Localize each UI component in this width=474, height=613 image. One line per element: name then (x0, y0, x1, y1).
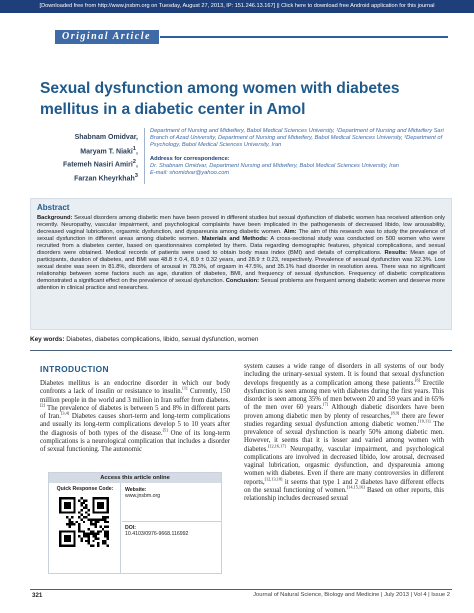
affiliation-block (150, 128, 450, 177)
author-name-text: Fatemeh Nasiri Amiri (63, 161, 133, 169)
introduction-right-column (244, 363, 444, 503)
body-text: there are fewer studies regarding sexual dysfunction among diabetic women. (244, 412, 444, 428)
citation-ref[interactable]: [14,15,16] (346, 484, 365, 490)
qr-module (92, 530, 94, 532)
qr-module (78, 516, 80, 518)
qr-module (90, 530, 92, 532)
qr-label: Quick Response Code: (56, 486, 114, 492)
qr-module (92, 545, 94, 547)
citation-ref[interactable]: [1] (182, 385, 188, 391)
qr-finder-core (64, 535, 71, 542)
introduction-heading: INTRODUCTION (40, 364, 110, 374)
author-affil-sup: 3 (134, 173, 138, 180)
qr-module (71, 516, 73, 518)
body-text: it seems that type 1 and 2 diabetes have different effects on the sexual functioning of women. (244, 478, 444, 494)
qr-module (69, 518, 71, 520)
qr-module (95, 523, 97, 525)
qr-module (92, 540, 94, 542)
qr-module (83, 533, 85, 535)
abstract-conclusion: Sexual problems are frequent among diabetic women and deserve more attention in clinical practice and researches. (37, 278, 446, 292)
qr-module (78, 526, 80, 528)
qr-module (102, 518, 104, 520)
qr-module (104, 530, 106, 532)
qr-module (80, 509, 82, 511)
qr-module (104, 521, 106, 523)
website-cell (125, 487, 221, 500)
qr-module (92, 518, 94, 520)
qr-module (97, 518, 99, 520)
body-text: Although diabetic disorders have been proven among diabetic men by plenty of researches, (244, 404, 445, 420)
body-text: Diabetes mellitus is an endocrine disorder in which our body confronts a lack of insulin or resistance to insulin. (40, 380, 230, 396)
citation-ref[interactable]: [12,16,17] (267, 443, 286, 449)
qr-module (80, 504, 82, 506)
qr-module (97, 542, 99, 544)
qr-module (66, 516, 68, 518)
qr-module (83, 502, 85, 504)
citation-ref[interactable]: [7] (323, 401, 329, 407)
abstract-box (30, 198, 452, 330)
qr-module (85, 533, 87, 535)
qr-module (88, 528, 90, 530)
qr-module (102, 542, 104, 544)
qr-module (88, 509, 90, 511)
qr-module (92, 535, 94, 537)
qr-finder-core (97, 502, 104, 509)
citation-ref[interactable]: [5] (162, 427, 168, 433)
author-name: Fatemeh Nasiri Amiri$^2$, (63, 159, 138, 169)
article-type-label: Original Article (55, 30, 159, 44)
qr-module (88, 542, 90, 544)
access-box-title: Access this article online (49, 473, 221, 483)
introduction-left-column (40, 380, 230, 454)
body-text: The prevalence of diabetes is between 5 and 8% in different parts of Iran. (40, 404, 230, 420)
citation-ref[interactable]: [3,4] (61, 410, 70, 416)
access-article-box (48, 472, 222, 574)
qr-module (85, 507, 87, 509)
correspondence-address: Dr. Shabnam Omidvar, Department Nursing and Midwifery, Babol Medical Sciences University, Iran (150, 162, 399, 169)
qr-module (107, 537, 109, 539)
author-name-text: Farzan Kheyrkhah (74, 175, 135, 183)
qr-module (78, 499, 80, 501)
qr-module (71, 521, 73, 523)
qr-module (69, 523, 71, 525)
qr-module (95, 526, 97, 528)
website-link[interactable]: www.jnsbm.org (125, 493, 161, 500)
qr-module (107, 526, 109, 528)
correspondence-email[interactable]: E-mail: shomidvar@yahoo.com (150, 170, 230, 177)
body-text: Neuropathy, vascular impairment, and psychological complications are involved in decreased libido, low arousal, decreased vaginal lubrication, orgasmic dysfunction, and dyspareunia among women with diabetes. Even if there are many controversies in different reports, (244, 445, 444, 486)
footer-rule (30, 589, 452, 590)
qr-module (95, 537, 97, 539)
qr-module (107, 545, 109, 547)
qr-module (88, 518, 90, 520)
website-label: Website: (125, 487, 147, 493)
abstract-results-label: Results: (384, 250, 408, 257)
qr-module (85, 504, 87, 506)
abstract-results: Mean age of participants, duration of diabetes, and BMI was 48.8 ± 0.4, 8.9 ± 0.32 years, and 28.9 ± 0.23, respectively. Prevalence of sexual dysfunction was 32.3%. Low sexual desire was seen in 81.8%, disorders of arousal in 78.3%, of orgasm in 47.5%, and 35.1% had disorder in resolution area. There was no significant relationship between some factors such as age, duration of diabetes, BMI, and frequency of sexual dysfunction. Frequency of diabetic complications demonstrated a significant effect on the prevalence of sexual dysfunction. (37, 250, 445, 285)
qr-module (97, 545, 99, 547)
abstract-aim: The aim of this research was to study the prevalence of sexual dysfunction in different areas among diabetic women. (37, 229, 445, 243)
qr-module (104, 533, 106, 535)
body-text: The prevalence of sexual dysfunction is nearly 50% among diabetic men. However, it seems that it is lesser and varied among women with diabetes. (244, 420, 444, 453)
abstract-methods: A cross-sectional study was conducted on 500 women who were recruited from a diabetes center, based on questionnaires completed by them. Data regarding demographic features, physical complications, and sexual disorders were obtained. Medical records of patients were used to obtain body mass index (BMI) and details of complications. (37, 236, 445, 257)
qr-module (83, 535, 85, 537)
qr-module (80, 518, 82, 520)
correspondence-heading: Address for correspondence: (150, 155, 230, 162)
qr-module (90, 545, 92, 547)
page-number: 321 (32, 592, 43, 599)
qr-module (83, 516, 85, 518)
abstract-background-label: Background: (37, 215, 73, 221)
qr-module (80, 530, 82, 532)
qr-module (88, 537, 90, 539)
qr-module (97, 533, 99, 535)
qr-module (90, 521, 92, 523)
qr-module (85, 516, 87, 518)
qr-module (104, 516, 106, 518)
download-banner[interactable]: [Downloaded free from http://www.jnsbm.org on Tuesday, August 27, 2013, IP: 151.246.13.167] || Click here to download free Android application for this journal (0, 0, 474, 13)
qr-module (78, 523, 80, 525)
qr-module (102, 516, 104, 518)
qr-module (95, 535, 97, 537)
abstract-aim-label: Aim: (283, 229, 297, 236)
qr-module (90, 518, 92, 520)
qr-module (88, 535, 90, 537)
qr-module (104, 526, 106, 528)
abstract-background: Sexual disorders among diabetic men have been proved in different studies but sexual dysfunction of diabetic women has received attention only recently. Neuropathy, vascular impairment, and psychological complaints have been implicated in the pathogenesis of decreased libido, low arousability, decreased vaginal lubrication, orgasmic dysfunction, and dyspareunia among diabetic women. (37, 215, 445, 236)
qr-module (69, 521, 71, 523)
qr-module (78, 535, 80, 537)
abstract-text (37, 215, 445, 293)
qr-module (95, 533, 97, 535)
qr-module (107, 533, 109, 535)
qr-module (85, 535, 87, 537)
doi-cell (125, 525, 221, 538)
qr-module (80, 502, 82, 504)
qr-module (71, 523, 73, 525)
author-divider (144, 128, 145, 184)
author-name: Maryam T. Niaki$^1$, (80, 145, 138, 155)
author-affil-sup: 2 (132, 159, 137, 166)
qr-module (107, 535, 109, 537)
body-text: Erectile dysfunction is seen among men with diabetes during the first years. This disorder is seen among 35% of men between 20 and 59 years and in 65% of the men over 60 years. (244, 379, 444, 412)
qr-module (69, 526, 71, 528)
citation-ref[interactable]: [10,11] (418, 418, 431, 424)
qr-module (88, 533, 90, 535)
body-text: One of its long-term complications is a neurological complication that includes a disorder of sexual functioning. The autonomic (40, 429, 230, 453)
section-rule (30, 350, 452, 351)
body-text: Diabetes causes short-term and long-term complications and usually its long-term complications develop 5 to 10 years after the diagnosis of both types of the disease. (40, 413, 230, 437)
doi-label: DOI: (125, 525, 136, 531)
abstract-methods-label: Materials and Methods: (201, 236, 268, 243)
qr-module (104, 518, 106, 520)
affiliations: Department of Nursing and Midwifery, Babol Medical Sciences University, ¹Department of Nursing and Midwifery Sari Branch of Azad University, Department of Nursing and Midwifery, Babol Medical Sciences University, ³Department of Psychology, Babol Medical Sciences University, Iran (150, 128, 444, 149)
qr-module (104, 542, 106, 544)
body-text: Currently, 150 million people in the world and 3 million in Iran suffer from diabetes. (40, 388, 230, 404)
qr-module (85, 511, 87, 513)
abstract-conclusion-label: Conclusion: (225, 278, 260, 285)
body-text: Based on other reports, this relationship includes decreased sexual (244, 486, 444, 502)
qr-module (104, 540, 106, 542)
citation-ref[interactable]: [12,13,18] (264, 476, 283, 482)
qr-module (78, 511, 80, 513)
qr-module (88, 514, 90, 516)
qr-module (92, 523, 94, 525)
author-name (30, 133, 138, 144)
qr-module (90, 533, 92, 535)
qr-module (95, 521, 97, 523)
qr-module (107, 521, 109, 523)
header-rule (160, 36, 448, 38)
keywords-text: Diabetes, diabetes complications, libido, sexual dysfunction, women (64, 336, 259, 343)
qr-module (83, 499, 85, 501)
qr-module (83, 521, 85, 523)
qr-module (76, 521, 78, 523)
journal-footer: Journal of Natural Science, Biology and Medicine | July 2013 | Vol 4 | Issue 2 (253, 592, 450, 598)
citation-ref[interactable]: [2] (40, 402, 46, 408)
qr-module (99, 526, 101, 528)
doi-value[interactable]: 10.4103/0976-9668.116992 (125, 531, 189, 538)
qr-module (90, 523, 92, 525)
qr-module (104, 535, 106, 537)
keywords-label: Key words: (30, 336, 65, 343)
qr-module (99, 518, 101, 520)
qr-module (73, 523, 75, 525)
qr-module (83, 507, 85, 509)
access-box-divider (122, 521, 222, 522)
qr-module (78, 528, 80, 530)
author-name-text: Shabnam Omidvar, (74, 134, 138, 141)
author-list (30, 133, 138, 185)
qr-module (97, 530, 99, 532)
qr-finder-core (64, 502, 71, 509)
author-name-text: Maryam T. Niaki (80, 147, 133, 155)
author-affil-sup: 1 (132, 145, 137, 152)
citation-ref[interactable]: [8,9] (391, 410, 400, 416)
qr-module (92, 533, 94, 535)
qr-module (99, 530, 101, 532)
qr-module (97, 537, 99, 539)
body-text: system causes a wide range of disorders in all systems of our body including the urinary-sexual system. It is found that sexual dysfunction develops frequently as a complication among these patients. (244, 363, 444, 387)
qr-module (80, 540, 82, 542)
author-name (30, 171, 138, 185)
qr-module (80, 497, 82, 499)
qr-module (97, 521, 99, 523)
qr-module (80, 514, 82, 516)
keywords (30, 336, 452, 344)
qr-module (102, 528, 104, 530)
qr-module (95, 518, 97, 520)
qr-module (85, 540, 87, 542)
qr-module (66, 523, 68, 525)
article-title: Sexual dysfunction among women with diabetes mellitus in a diabetic center in Amol (40, 80, 400, 118)
qr-module (107, 530, 109, 532)
qr-code-icon[interactable] (59, 497, 109, 547)
qr-module (88, 540, 90, 542)
qr-module (83, 530, 85, 532)
qr-module (102, 540, 104, 542)
qr-module (80, 537, 82, 539)
qr-module (107, 516, 109, 518)
abstract-heading: Abstract (37, 203, 70, 212)
qr-module (78, 530, 80, 532)
qr-cell (49, 483, 121, 573)
qr-module (85, 499, 87, 501)
citation-ref[interactable]: [6] (415, 377, 421, 383)
